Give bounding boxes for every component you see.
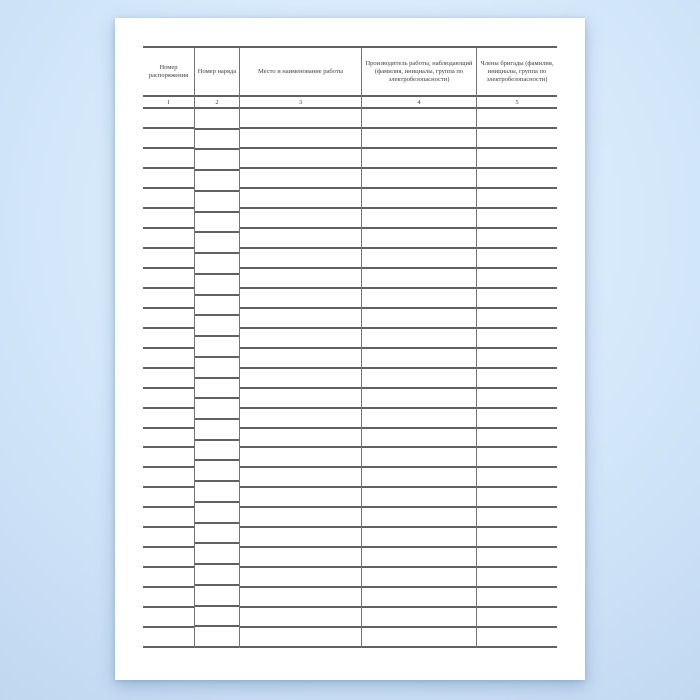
table-column-permit-number (195, 48, 240, 648)
blank-cell (477, 229, 557, 249)
blank-cell (240, 389, 361, 409)
blank-cell (362, 309, 476, 329)
blank-cell (143, 189, 194, 209)
blank-cell (362, 548, 476, 568)
blank-cell (240, 409, 361, 429)
column-header: Номер распоряжения (143, 48, 194, 97)
blank-cell (143, 329, 194, 349)
blank-cell (477, 389, 557, 409)
blank-cell (195, 524, 239, 545)
blank-cell (477, 468, 557, 488)
blank-cell (143, 269, 194, 289)
blank-cell (143, 109, 194, 129)
blank-cell (143, 508, 194, 528)
table-column-work-supervisor (362, 48, 477, 648)
blank-cell (143, 369, 194, 389)
column-header: Производитель работы, наблюдающий (фамилия, инициалы, группа по электробезопасности) (362, 48, 476, 97)
blank-cell (240, 628, 361, 648)
blank-cell (362, 628, 476, 648)
column-number: 2 (195, 97, 239, 109)
blank-cell (143, 249, 194, 269)
journal-table (143, 46, 557, 648)
blank-cell (143, 548, 194, 568)
blank-cell (195, 254, 239, 275)
blank-cell (143, 429, 194, 449)
blank-cell (362, 448, 476, 468)
blank-cell (477, 249, 557, 269)
blank-cell (477, 309, 557, 329)
column-number: 5 (477, 97, 557, 109)
blank-cell (477, 588, 557, 608)
blank-cell (362, 468, 476, 488)
blank-cell (143, 448, 194, 468)
blank-cell (195, 565, 239, 586)
blank-cell (195, 275, 239, 296)
blank-cell (240, 508, 361, 528)
column-body (477, 109, 557, 648)
blank-cell (362, 588, 476, 608)
blank-cell (195, 109, 239, 130)
blank-cell (143, 468, 194, 488)
blank-cell (143, 349, 194, 369)
blank-cell (362, 508, 476, 528)
blank-cell (240, 309, 361, 329)
blank-cell (477, 448, 557, 468)
blank-cell (240, 109, 361, 129)
blank-cell (195, 296, 239, 317)
blank-cell (477, 189, 557, 209)
column-number: 3 (240, 97, 361, 109)
blank-cell (362, 229, 476, 249)
blank-cell (195, 213, 239, 234)
blank-cell (477, 409, 557, 429)
blank-cell (362, 568, 476, 588)
blank-cell (195, 192, 239, 213)
blank-cell (240, 568, 361, 588)
blank-cell (240, 588, 361, 608)
blank-cell (477, 329, 557, 349)
table-column-order-number (143, 48, 195, 648)
blank-cell (362, 129, 476, 149)
blank-cell (477, 628, 557, 648)
blank-cell (477, 608, 557, 628)
blank-cell (477, 269, 557, 289)
blank-cell (240, 528, 361, 548)
blank-cell (240, 349, 361, 369)
blank-cell (143, 488, 194, 508)
blank-cell (143, 389, 194, 409)
blank-cell (362, 528, 476, 548)
blank-cell (240, 488, 361, 508)
blank-cell (143, 169, 194, 189)
blank-cell (362, 209, 476, 229)
blank-cell (195, 399, 239, 420)
blank-cell (477, 548, 557, 568)
blank-cell (240, 169, 361, 189)
column-body (362, 109, 476, 648)
blank-cell (195, 420, 239, 441)
blank-cell (143, 309, 194, 329)
blank-cell (240, 129, 361, 149)
blank-cell (477, 109, 557, 129)
blank-cell (143, 209, 194, 229)
blank-cell (240, 548, 361, 568)
blank-cell (195, 171, 239, 192)
blank-cell (195, 544, 239, 565)
blank-cell (143, 528, 194, 548)
blank-cell (240, 189, 361, 209)
blank-cell (240, 329, 361, 349)
column-header: Номер наряда (195, 48, 239, 97)
blank-cell (195, 337, 239, 358)
blank-cell (143, 289, 194, 309)
blank-cell (477, 349, 557, 369)
blank-cell (362, 608, 476, 628)
blank-cell (143, 568, 194, 588)
blank-cell (195, 503, 239, 524)
blank-cell (477, 129, 557, 149)
blank-cell (362, 249, 476, 269)
table-column-brigade-members (477, 48, 557, 648)
column-number: 1 (143, 97, 194, 109)
blank-cell (362, 149, 476, 169)
blank-cell (362, 369, 476, 389)
blank-cell (362, 269, 476, 289)
blank-cell (477, 488, 557, 508)
blank-cell (477, 209, 557, 229)
blank-cell (240, 608, 361, 628)
blank-cell (143, 608, 194, 628)
blank-cell (195, 316, 239, 337)
column-header: Члены бригады (фамилия, инициалы, группа по электробезопасности) (477, 48, 557, 97)
blank-cell (240, 209, 361, 229)
blank-cell (143, 229, 194, 249)
table-column-work-place (240, 48, 362, 648)
blank-cell (477, 369, 557, 389)
blank-cell (362, 349, 476, 369)
blank-cell (477, 289, 557, 309)
blank-cell (143, 149, 194, 169)
column-number: 4 (362, 97, 476, 109)
blank-cell (195, 130, 239, 151)
blank-cell (195, 461, 239, 482)
blank-cell (477, 169, 557, 189)
blank-cell (362, 488, 476, 508)
blank-cell (143, 129, 194, 149)
blank-cell (240, 289, 361, 309)
blank-cell (362, 109, 476, 129)
blank-cell (195, 482, 239, 503)
blank-cell (362, 429, 476, 449)
blank-cell (362, 409, 476, 429)
blank-cell (240, 448, 361, 468)
blank-cell (240, 429, 361, 449)
blank-cell (240, 468, 361, 488)
blank-cell (240, 269, 361, 289)
column-body (240, 109, 361, 648)
blank-cell (362, 289, 476, 309)
blank-cell (195, 150, 239, 171)
blank-cell (477, 568, 557, 588)
blank-cell (143, 409, 194, 429)
blank-cell (477, 149, 557, 169)
column-header: Место и наименование работы (240, 48, 361, 97)
blank-cell (240, 369, 361, 389)
blank-cell (477, 528, 557, 548)
blank-cell (362, 329, 476, 349)
blank-cell (143, 628, 194, 648)
column-body (195, 109, 239, 648)
blank-cell (362, 189, 476, 209)
blank-cell (240, 229, 361, 249)
blank-cell (195, 627, 239, 648)
blank-cell (477, 508, 557, 528)
blank-cell (362, 169, 476, 189)
blank-cell (195, 358, 239, 379)
blank-cell (362, 389, 476, 409)
blank-cell (143, 588, 194, 608)
blank-cell (195, 586, 239, 607)
blank-cell (240, 149, 361, 169)
column-body (143, 109, 194, 648)
blank-cell (195, 233, 239, 254)
document-page (115, 18, 585, 680)
blank-cell (195, 379, 239, 400)
blank-cell (240, 249, 361, 269)
blank-cell (195, 441, 239, 462)
blank-cell (477, 429, 557, 449)
blank-cell (195, 607, 239, 628)
